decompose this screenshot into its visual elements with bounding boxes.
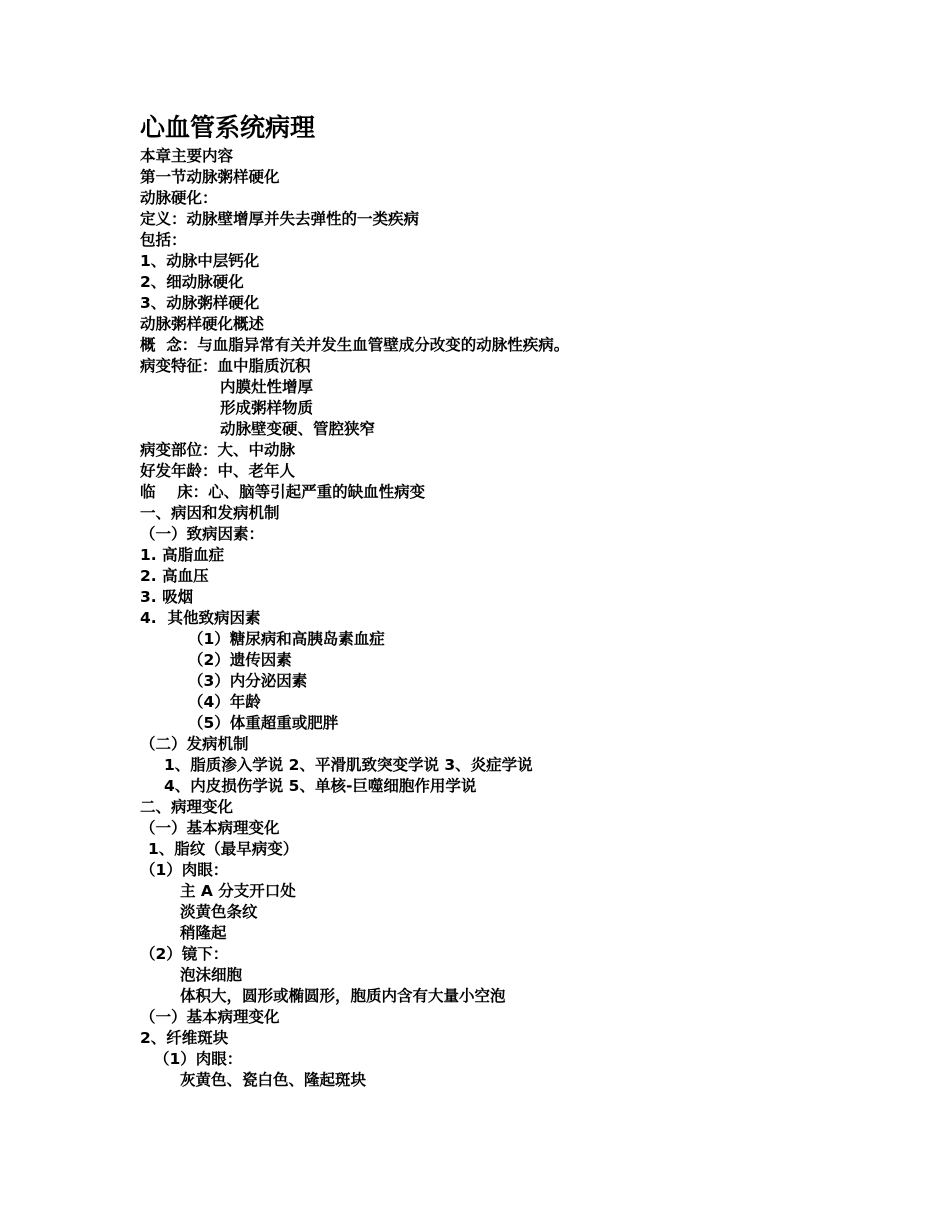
list-item: 内膜灶性增厚 [220, 378, 314, 396]
list-item: 1、脂纹（最早病变） [148, 840, 299, 858]
list-item: 3. 吸烟 [140, 588, 194, 606]
list-item: （4）年龄 [188, 693, 261, 711]
text-line: 病变特征：血中脂质沉积 [140, 357, 311, 375]
document-title: 心血管系统病理 [140, 113, 316, 142]
list-item: 体积大，圆形或椭圆形，胞质内含有大量小空泡 [180, 987, 506, 1005]
text-line: 包括： [140, 231, 187, 249]
section-heading: 二、病理变化 [140, 798, 234, 816]
list-item: 1、动脉中层钙化 [140, 252, 260, 270]
section-heading: 第一节动脉粥样硬化 [140, 168, 280, 186]
list-item: 形成粥样物质 [220, 399, 314, 417]
list-item: 1. 高脂血症 [140, 546, 225, 564]
section-heading: 一、病因和发病机制 [140, 504, 280, 522]
subsection-heading: （一）基本病理变化 [140, 1008, 280, 1026]
document-page [140, 110, 900, 1091]
text-line: 临 床：心、脑等引起严重的缺血性病变 [140, 483, 426, 501]
list-item: 4. 其他致病因素 [140, 609, 261, 627]
list-item: （1）糖尿病和高胰岛素血症 [188, 630, 385, 648]
text-line: 动脉硬化： [140, 189, 218, 207]
text-line: 本章主要内容 [140, 147, 234, 165]
list-item: 2、细动脉硬化 [140, 273, 244, 291]
list-item: （2）遗传因素 [188, 651, 292, 669]
subsection-heading: （一）致病因素： [140, 525, 265, 543]
list-item: 3、动脉粥样硬化 [140, 294, 260, 312]
text-line: 概 念：与血脂异常有关并发生血管壁成分改变的动脉性疾病。 [140, 336, 570, 354]
list-item: 2、纤维斑块 [140, 1029, 229, 1047]
text-line: 动脉粥样硬化概述 [140, 315, 265, 333]
subsection-heading: （一）基本病理变化 [140, 819, 280, 837]
text-line: 病变部位：大、中动脉 [140, 441, 296, 459]
list-item: 泡沫细胞 [180, 966, 243, 984]
list-item: （1）肉眼： [140, 861, 229, 879]
list-item: （5）体重超重或肥胖 [188, 714, 339, 732]
list-item: 2. 高血压 [140, 567, 209, 585]
list-item: （1）肉眼： [154, 1050, 243, 1068]
text-line: 定义：动脉壁增厚并失去弹性的一类疾病 [140, 210, 420, 228]
list-item: 灰黄色、瓷白色、隆起斑块 [180, 1071, 367, 1089]
list-item: 淡黄色条纹 [180, 903, 258, 921]
list-item: （3）内分泌因素 [188, 672, 308, 690]
text-line: 好发年龄：中、老年人 [140, 462, 296, 480]
list-item: 稍隆起 [180, 924, 227, 942]
list-item: 主 A 分支开口处 [180, 882, 296, 900]
list-item: （2）镜下： [140, 945, 229, 963]
list-item: 4、内皮损伤学说 5、单核-巨噬细胞作用学说 [164, 777, 477, 795]
subsection-heading: （二）发病机制 [140, 735, 249, 753]
list-item: 1、脂质渗入学说 2、平滑肌致突变学说 3、炎症学说 [164, 756, 533, 774]
list-item: 动脉壁变硬、管腔狭窄 [220, 420, 376, 438]
